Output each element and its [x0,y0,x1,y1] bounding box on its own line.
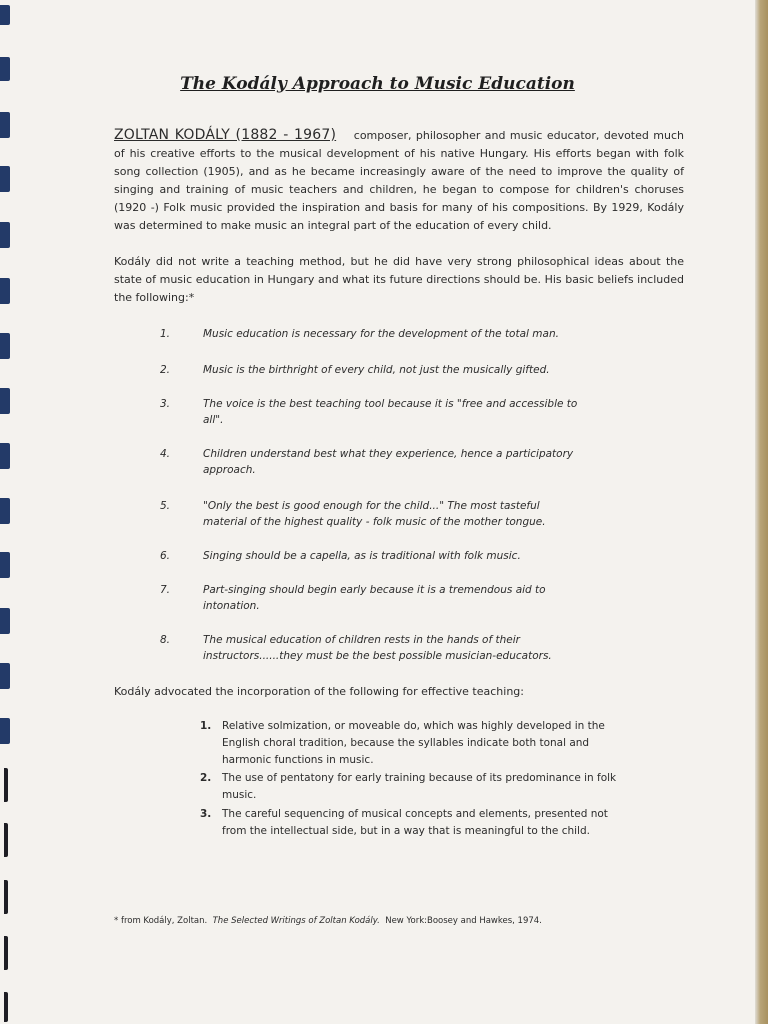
belief-text: "Only the best is good enough for the child..." The most tasteful material of the highest quality - folk music of the mother tongue. [203,500,546,528]
composer-name: ZOLTAN KODÁLY (1882 - 1967) [114,127,337,143]
belief-number: 3. [160,398,171,410]
belief-text: Singing should be a capella, as is traditional with folk music. [203,550,521,562]
teaching-number: 3. [200,808,212,820]
belief-text: The musical education of children rests in the hands of their instructors......they must be the best possible musician-educators. [203,634,552,662]
binding-tab [0,663,10,689]
binding-wire [4,823,8,857]
teaching-number: 2. [200,772,212,784]
advocated-heading: Kodály advocated the incorporation of the following for effective teaching: [114,685,524,698]
binding-wire [4,936,8,970]
belief-number: 1. [160,328,171,340]
belief-text: Children understand best what they experience, hence a participatory approach. [203,448,574,476]
footnote-book-title: The Selected Writings of Zoltan Kodály. [212,916,380,926]
belief-text: Music is the birthright of every child, not just the musically gifted. [203,364,550,376]
binding-tab [0,608,10,634]
teaching-number: 1. [200,720,212,732]
teaching-text: The use of pentatony for early training because of its predominance in folk music. [222,772,617,801]
intro-text: composer, philosopher and music educator, devoted much of his creative efforts to the musical development of his native Hungary. His efforts began with folk song collection (1905), and as he became increasingly aware of the need to improve the quality of singing and training of music teachers and children, he began to compose for children's choruses (1920 -) Folk music provided the inspiration and basis for many of his compositions. By 1929, Kodály was determined to make music an integral part of the education of every child. [114,129,684,232]
belief-text: The voice is the best teaching tool because it is "free and accessible to all". [203,398,578,426]
binding-wire [4,768,8,802]
footnote [114,914,694,928]
binding-tab [0,388,10,414]
document-title: The Kodály Approach to Music Education [180,74,575,94]
binding-tab [0,552,10,578]
teaching-text: Relative solmization, or moveable do, which was highly developed in the English choral tradition, because the syllables indicate both tonal and harmonic functions in music. [222,720,605,766]
teaching-text: The careful sequencing of musical concepts and elements, presented not from the intellectual side, but in a way that is meaningful to the child. [222,808,608,837]
binding-wire [4,880,8,914]
binding-tab [0,166,10,192]
binding-tab [0,498,10,524]
footnote-publisher: New York:Boosey and Hawkes, 1974. [385,916,542,926]
binding-wire [4,992,8,1022]
binding-tab [0,222,10,248]
beliefs-intro-paragraph: Kodály did not write a teaching method, but he did have very strong philosophical ideas about the state of music education in Hungary and what its future directions should be. His basic beliefs included the following:* [114,255,684,304]
belief-number: 4. [160,448,171,460]
binding-tab [0,112,10,138]
intro-paragraph [114,126,684,235]
page-edge [755,0,768,1024]
belief-number: 7. [160,584,171,596]
belief-number: 6. [160,550,171,562]
footnote-prefix: * from Kodály, Zoltan. [114,916,208,926]
belief-number: 5. [160,500,171,512]
binding-tab [0,443,10,469]
belief-text: Music education is necessary for the development of the total man. [203,328,559,340]
binding-tab [0,718,10,744]
belief-number: 2. [160,364,171,376]
binding-tab [0,278,10,304]
binding-tab [0,5,10,25]
belief-number: 8. [160,634,171,646]
binding-tab [0,333,10,359]
belief-text: Part-singing should begin early because it is a tremendous aid to intonation. [203,584,546,612]
